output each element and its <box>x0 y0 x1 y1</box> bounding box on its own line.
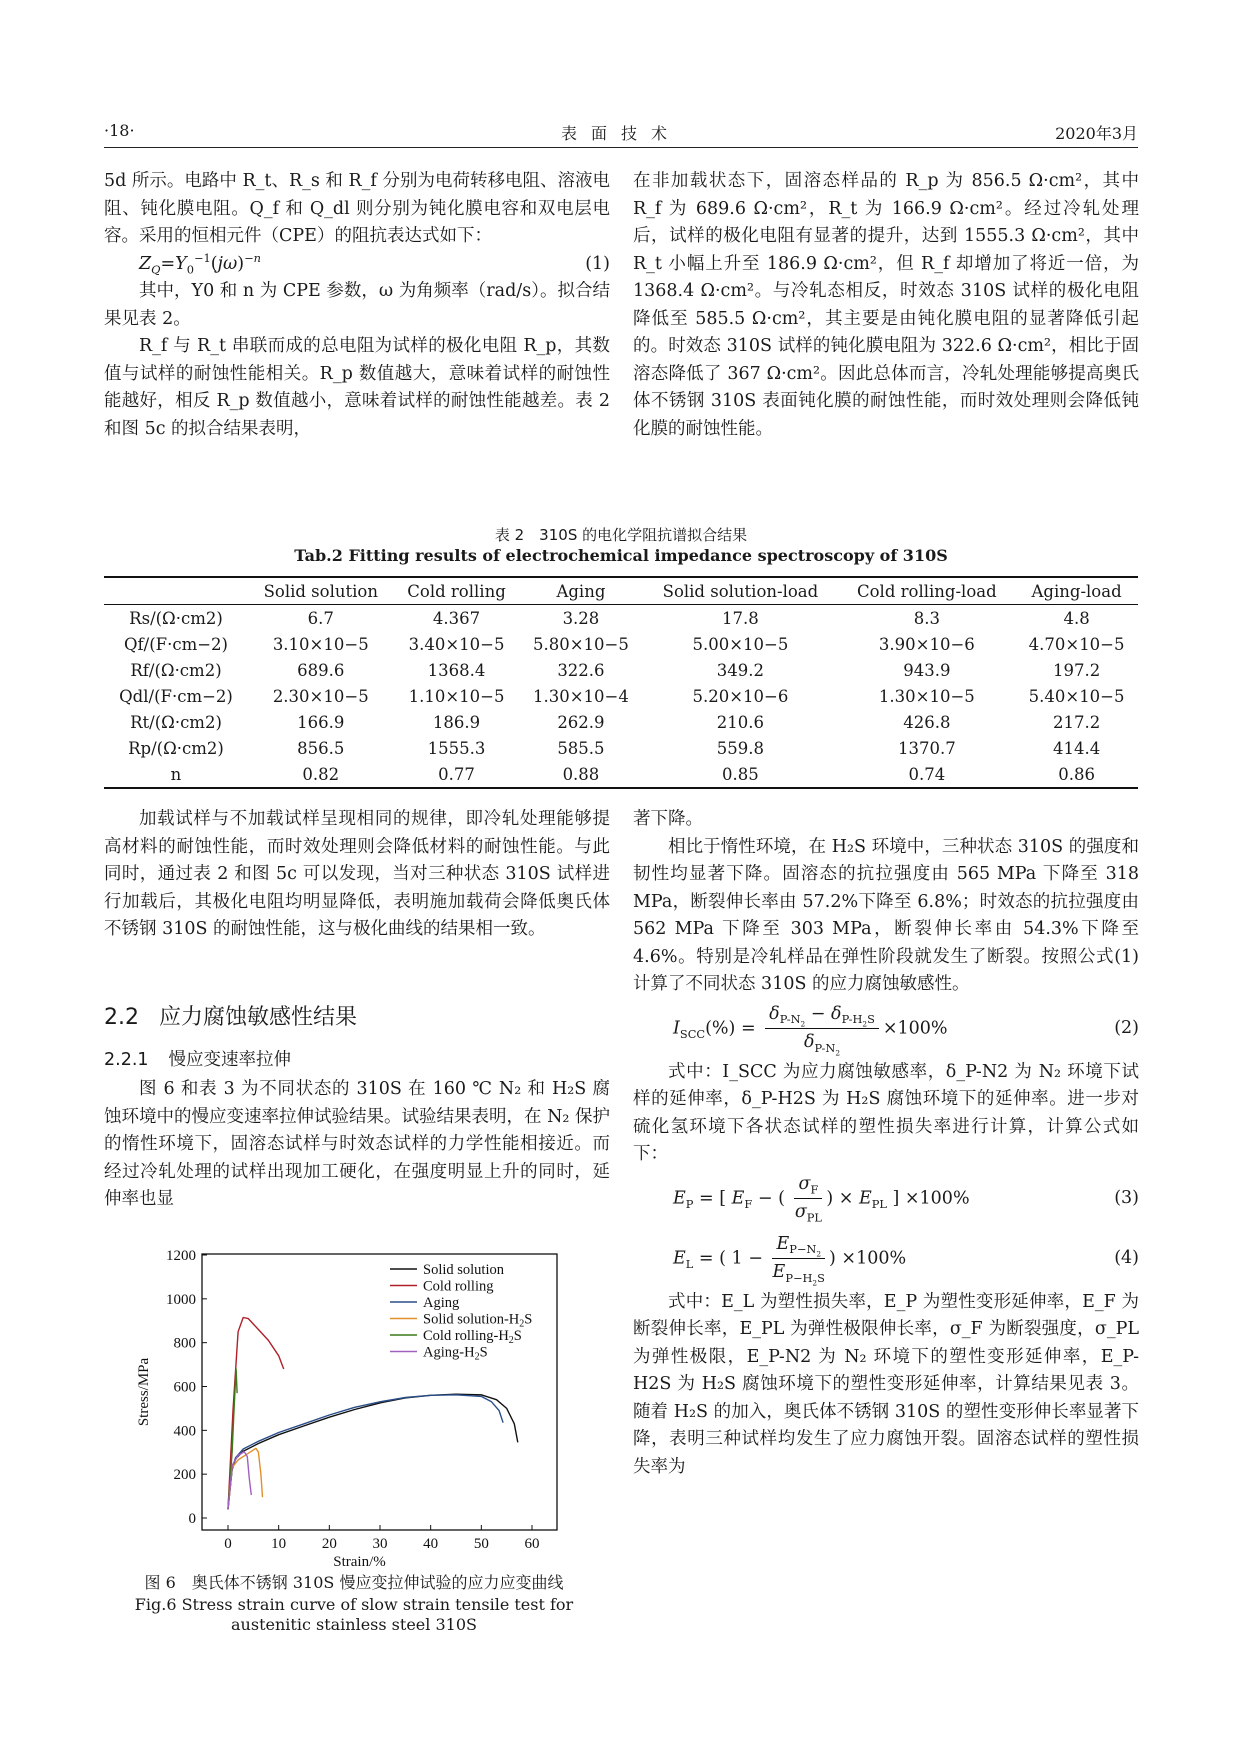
x-tick-label: 50 <box>473 1536 489 1552</box>
paragraph: 图 6 和表 3 为不同状态的 310S 在 160 ℃ N₂ 和 H₂S 腐蚀环境中的慢应变速率拉伸试验结果。试验结果表明，在 N₂ 保护的惰性环境下，固溶态试样与时效态试样的力学性能相接近。而经过冷轧处理的试样出现加工硬化，在强度明显上升的同时，延伸率也显 <box>104 1079 610 1209</box>
journal-title: 表面技术 <box>560 124 681 143</box>
row-label: Qf/(F·cm−2) <box>124 634 228 654</box>
figure-caption-cn: 图 6 奥氏体不锈钢 310S 慢应变拉伸试验的应力应变曲线 <box>144 1573 564 1592</box>
row-label: Rs/(Ω·cm2) <box>129 608 223 628</box>
table-cell: 426.8 <box>903 712 951 732</box>
table-cell: 585.5 <box>557 738 605 758</box>
equation-3-formula: $E_P$ = [ $E_F$ − ( $\frac{\sigma_F}{\sigma_{PL}}$ ) × $E_{PL}$ ] ×100% <box>673 1171 970 1227</box>
table-row <box>104 631 1138 657</box>
table-row <box>104 683 1138 709</box>
y-axis-label: Stress/MPa <box>136 1357 152 1427</box>
equation-2-formula: $I_{SCC}(\%)$ = $\frac{\delta_{P-N_2} - \delta_{P-H_2S}}{\delta_{P-N_2}}$ ×100% <box>673 1001 948 1057</box>
table-cell: 5.00×10−5 <box>692 634 789 654</box>
x-tick-label: 20 <box>321 1536 337 1552</box>
paragraph: 式中：E_L 为塑性损失率，E_P 为塑性变形延伸率，E_F 为断裂伸长率，E_PL 为弹性极限伸长率，σ_F 为断裂强度，σ_PL 为弹性极限，E_P-N2 为 N₂ 环境下的塑性变形延伸率，E_P-H2S 为 H₂S 腐蚀环境下的塑性变形延伸率，计算结果见表 3。随着 H₂S 的加入，奥氏体不锈钢 310S 的塑性变形伸长率显著下降，表明三种试样均发生了应力腐蚀开裂。固溶态试样的塑性损失率为 <box>633 1291 1139 1477</box>
equation-number: (4) <box>1114 1247 1139 1268</box>
y-tick-label: 0 <box>188 1511 196 1527</box>
equation-4 <box>633 1229 1139 1289</box>
figure-caption-en-1: Fig.6 Stress strain curve of slow strain tensile test for <box>134 1595 574 1614</box>
table-cell: 1.30×10−4 <box>532 686 629 706</box>
row-label: n <box>170 764 182 784</box>
table-caption-en: Tab.2 Fitting results of electrochemical impedance spectroscopy of 310S <box>294 546 948 565</box>
paragraph: 加载试样与不加载试样呈现相同的规律，即冷轧处理能够提高材料的耐蚀性能，而时效处理则会降低材料的耐蚀性能。与此同时，通过表 2 和图 5c 可以发现，当对三种状态 310S 试样进行加载后，其极化电阻均明显降低，表明施加载荷会降低奥氏体不锈钢 310S 的耐蚀性能，这与极化曲线的结果相一致。 <box>104 809 610 939</box>
series-line <box>228 1448 263 1509</box>
series-line <box>228 1394 518 1509</box>
table-cell: 166.9 <box>297 712 345 732</box>
table-cell: 0.74 <box>908 764 946 784</box>
issue-date: 2020年3月 <box>1055 124 1138 143</box>
table-cell: 943.9 <box>903 660 951 680</box>
table-cell: 3.90×10−6 <box>878 634 975 654</box>
paragraph: 式中：I_SCC 为应力腐蚀敏感率，δ_P-N2 为 N₂ 环境下试样的延伸率，δ_P-H2S 为 H₂S 腐蚀环境下的延伸率。进一步对硫化氢环境下各状态试样的塑性损失率进行计算，计算公式如下： <box>633 1061 1139 1164</box>
table-cell: 3.10×10−5 <box>272 634 369 654</box>
table-header-row <box>104 577 1138 605</box>
table-cell: 3.40×10−5 <box>408 634 505 654</box>
table-cell: 2.30×10−5 <box>272 686 369 706</box>
row-label: Qdl/(F·cm−2) <box>119 686 233 706</box>
paragraph: 5d 所示。电路中 R_t、R_s 和 R_f 分别为电荷转移电阻、溶液电阻、钝化膜电阻。Q_f 和 Q_dl 则分别为钝化膜电容和双电层电容。采用的恒相元件（CPE）的阻抗表达式如下： <box>104 171 610 246</box>
table-cell: 262.9 <box>557 712 605 732</box>
column-header: Aging-load <box>1015 577 1138 605</box>
legend-label: Cold rolling-$H_2S$ <box>423 1328 522 1346</box>
right-column-top <box>633 168 1139 443</box>
table-cell: 186.9 <box>432 712 481 732</box>
figure-caption-en-2: austenitic stainless steel 310S <box>231 1615 477 1634</box>
stress-strain-chart <box>120 1240 565 1570</box>
paragraph: R_f 与 R_t 串联而成的总电阻为试样的极化电阻 R_p，其数值与试样的耐蚀性能相关。R_p 数值越大，意味着试样的耐蚀性能越好，相反 R_p 数值越小，意味着试样的耐蚀性能越差。表 2 和图 5c 的拟合结果表明， <box>104 336 610 439</box>
table-cell: 0.82 <box>302 764 340 784</box>
table-cell: 689.6 <box>297 660 345 680</box>
section-heading <box>104 1000 377 1031</box>
series-line <box>228 1395 503 1509</box>
series-line <box>228 1318 284 1510</box>
paragraph: 在非加载状态下，固溶态样品的 R_p 为 856.5 Ω·cm²，其中 R_f 为 689.6 Ω·cm²，R_t 为 166.9 Ω·cm²。经过冷轧处理后，试样的极化电阻有显著的提升，达到 1555.3 Ω·cm²，其中 R_t 小幅上升至 186.9 Ω·cm²，但 R_f 却增加了将近一倍，为 1368.4 Ω·cm²。与冷轧态相反，时效态 310S 试样的极化电阻降低至 585.5 Ω·cm²，其主要是由钝化膜电阻的显著降低引起的。时效态 310S 试样的钝化膜电阻为 322.6 Ω·cm²，相比于固溶态降低了 367 Ω·cm²。因此总体而言，冷轧处理能够提高奥氏体不锈钢 310S 表面钝化膜的耐蚀性能，而时效处理则会降低钝化膜的耐蚀性能。 <box>633 171 1139 439</box>
table-cell: 0.77 <box>438 764 475 784</box>
page-number: ·18· <box>104 121 135 140</box>
table-cell: 4.70×10−5 <box>1028 634 1125 654</box>
chart-svg <box>120 1240 565 1570</box>
left-column-lower <box>104 1076 610 1214</box>
table-row <box>104 657 1138 683</box>
equation-number: (1) <box>585 253 610 274</box>
row-label: Rp/(Ω·cm2) <box>128 738 224 758</box>
y-tick-label: 200 <box>173 1467 196 1484</box>
equation-2 <box>633 999 1139 1059</box>
y-tick-label: 400 <box>173 1423 196 1440</box>
y-tick-label: 800 <box>173 1335 196 1352</box>
section-number: 2.2 <box>104 1005 139 1030</box>
legend-label: Solid solution-$H_2S$ <box>423 1311 533 1330</box>
table-cell: 4.8 <box>1063 608 1090 628</box>
page-header <box>104 117 1138 148</box>
column-header <box>104 577 248 605</box>
legend-label: Aging <box>423 1295 460 1311</box>
x-tick-label: 60 <box>524 1536 540 1552</box>
table-row <box>104 761 1138 788</box>
y-tick-label: 600 <box>173 1379 196 1396</box>
row-label: Rt/(Ω·cm2) <box>130 712 222 732</box>
equation-4-formula: $E_L$ = ( 1 − $\frac{E_{P-N_2}}{E_{P-H_2S}}$ ) ×100% <box>673 1231 906 1287</box>
section-title: 应力腐蚀敏感性结果 <box>159 1005 358 1030</box>
table-cell: 5.80×10−5 <box>532 634 629 654</box>
subsection-heading <box>104 1046 311 1071</box>
table-cell: 210.6 <box>716 712 765 732</box>
row-label: Rf/(Ω·cm2) <box>130 660 222 680</box>
column-header: Cold rolling <box>394 577 520 605</box>
x-tick-label: 0 <box>224 1536 232 1552</box>
table-cell: 0.86 <box>1058 764 1095 784</box>
paragraph: 其中，Y0 和 n 为 CPE 参数，ω 为角频率（rad/s）。拟合结果见表 2。 <box>104 281 610 329</box>
impedance-fitting-table <box>104 576 1138 789</box>
table-row <box>104 735 1138 761</box>
plot-frame <box>202 1254 557 1530</box>
table-cell: 5.40×10−5 <box>1028 686 1125 706</box>
table-cell: 8.3 <box>913 608 940 628</box>
table-cell: 0.85 <box>722 764 759 784</box>
table-cell: 4.367 <box>432 608 481 628</box>
table-cell: 349.2 <box>716 660 765 680</box>
x-axis-label: Strain/% <box>333 1554 386 1570</box>
equation-1 <box>104 251 610 279</box>
table-cell: 1368.4 <box>427 660 486 680</box>
column-header: Aging <box>520 577 643 605</box>
table-row <box>104 605 1138 632</box>
equation-number: (2) <box>1114 1017 1139 1038</box>
legend-label: Cold rolling <box>423 1278 494 1295</box>
y-tick-label: 1200 <box>166 1248 196 1264</box>
table-cell: 17.8 <box>722 608 759 628</box>
table-cell: 217.2 <box>1052 712 1101 732</box>
equation-number: (3) <box>1114 1187 1139 1208</box>
left-column-middle <box>104 806 610 944</box>
table-cell: 322.6 <box>557 660 605 680</box>
subsection-number: 2.2.1 <box>104 1050 149 1070</box>
column-header: Cold rolling-load <box>839 577 1016 605</box>
column-header: Solid solution-load <box>642 577 838 605</box>
equation-1-formula: $Z_Q=Y_0^{-1}(j\omega)^{-n}$ <box>139 250 261 276</box>
legend-label: Solid solution <box>423 1262 504 1278</box>
table-cell: 1.30×10−5 <box>878 686 975 706</box>
table-cell: 414.4 <box>1052 738 1101 758</box>
x-tick-label: 10 <box>271 1536 287 1552</box>
paragraph: 著下降。 <box>633 809 703 829</box>
y-tick-label: 1000 <box>166 1291 196 1308</box>
table-cell: 5.20×10−6 <box>692 686 789 706</box>
table-cell: 1555.3 <box>427 738 486 758</box>
subsection-title: 慢应变速率拉伸 <box>168 1050 292 1070</box>
paragraph: 相比于惰性环境，在 H₂S 环境中，三种状态 310S 的强度和韧性均显著下降。固溶态的抗拉强度由 565 MPa 下降至 318 MPa，断裂伸长率由 57.2%下降至 6.8%；时效态的抗拉强度由 562 MPa 下降至 303 MPa，断裂伸长率由 54.3%下降至 4.6%。特别是冷轧样品在弹性阶段就发生了断裂。按照公式(1)计算了不同状态 310S 的应力腐蚀敏感性。 <box>633 836 1139 994</box>
table-cell: 197.2 <box>1052 660 1101 680</box>
table-row <box>104 709 1138 735</box>
legend-label: Aging-$H_2S$ <box>423 1344 488 1363</box>
table-cell: 1370.7 <box>897 738 956 758</box>
table-caption-cn: 表 2 310S 的电化学阻抗谱拟合结果 <box>494 526 748 544</box>
table-cell: 6.7 <box>307 608 334 628</box>
table-cell: 856.5 <box>297 738 345 758</box>
column-header: Solid solution <box>248 577 394 605</box>
x-tick-label: 30 <box>372 1536 388 1552</box>
x-tick-label: 40 <box>423 1536 439 1552</box>
table-cell: 3.28 <box>562 608 600 628</box>
table-cell: 1.10×10−5 <box>408 686 505 706</box>
table-cell: 0.88 <box>562 764 600 784</box>
table-cell: 559.8 <box>716 738 765 758</box>
right-column-lower <box>633 806 1139 1481</box>
left-column-top <box>104 168 610 443</box>
equation-3 <box>633 1169 1139 1229</box>
